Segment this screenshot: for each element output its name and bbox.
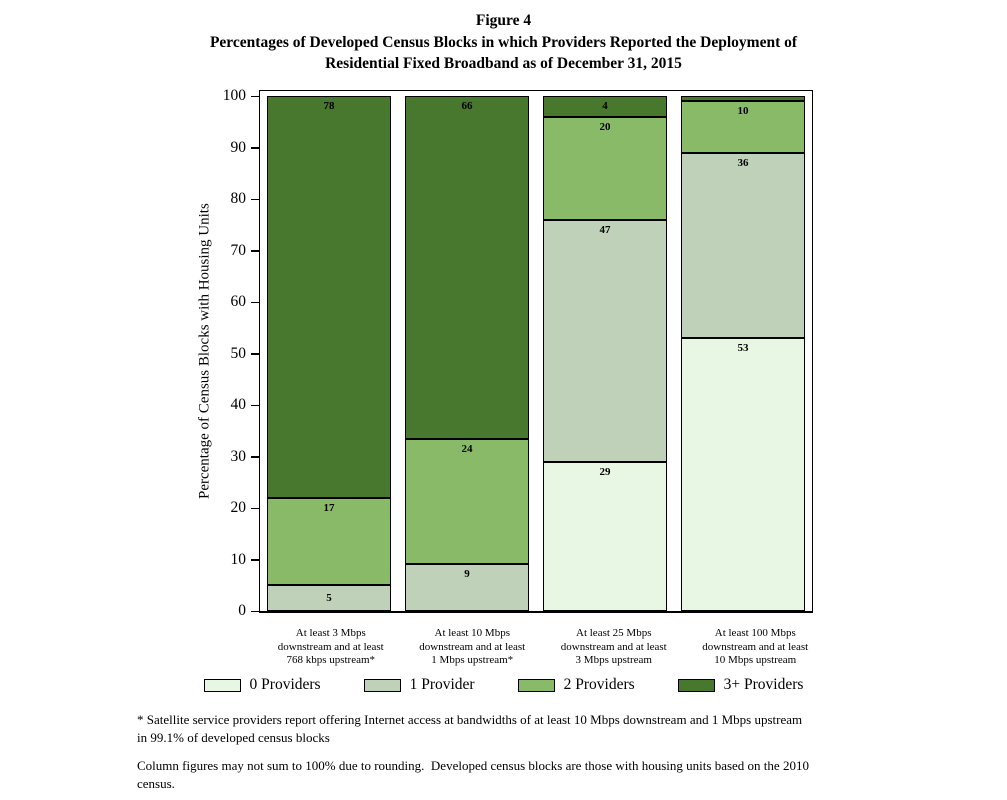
x-axis-category-label — [409, 627, 537, 668]
footnote — [137, 757, 907, 792]
segment-value-label: 36 — [737, 156, 749, 169]
legend-label: 1 Provider — [409, 676, 475, 693]
stacked-bars — [260, 91, 812, 611]
x-axis-category-label — [692, 627, 820, 668]
legend-label: 3+ Providers — [723, 676, 804, 693]
x-axis-label-line: 3 Mbps upstream — [575, 654, 652, 666]
segment-value-label: 47 — [599, 223, 611, 236]
bar-segment — [405, 439, 529, 564]
segment-value-label: 78 — [323, 100, 335, 113]
footnote-line: * Satellite service providers report offering Internet access at bandwidths of at least 10 Mbps downstream and 1 Mbps upstream — [137, 712, 803, 727]
legend-item — [204, 676, 321, 694]
segment-value-label: 10 — [737, 105, 749, 118]
chart-legend — [0, 676, 1007, 694]
x-axis-label-line: 10 Mbps upstream — [714, 654, 797, 666]
x-axis-label-line: At least 3 Mbps — [295, 627, 366, 639]
y-axis-title: Percentage of Census Blocks with Housing Units — [196, 203, 213, 500]
y-tick-mark — [251, 199, 259, 201]
bar-segment — [543, 96, 667, 117]
y-tick-mark — [251, 302, 259, 304]
x-axis-label-line: downstream and at least — [277, 640, 384, 653]
segment-value-label: 17 — [323, 501, 335, 514]
x-axis-category-label — [550, 627, 678, 668]
bar-segment — [543, 117, 667, 220]
bar-segment — [405, 96, 529, 439]
legend-swatch — [204, 679, 241, 692]
legend-item — [678, 676, 804, 694]
legend-swatch — [518, 679, 555, 692]
stacked-bar-3 — [543, 96, 667, 611]
y-tick-mark — [251, 405, 259, 407]
y-tick-label: 10 — [230, 550, 246, 568]
x-axis-label-line: At least 25 Mbps — [576, 627, 652, 639]
x-axis-label-line: downstream and at least — [560, 640, 667, 653]
y-tick-label: 90 — [230, 138, 246, 156]
y-tick-label: 100 — [222, 87, 246, 104]
x-axis-category-label — [267, 627, 395, 668]
legend-item — [518, 676, 635, 694]
bar-segment — [267, 498, 391, 586]
stacked-bar-1 — [267, 96, 391, 611]
x-axis-label-line: 1 Mbps upstream* — [431, 654, 514, 666]
y-tick-label: 80 — [230, 190, 246, 207]
footnote — [137, 711, 907, 746]
legend-item — [364, 676, 475, 694]
stacked-bar-4 — [681, 96, 805, 611]
y-tick-mark — [251, 96, 259, 98]
figure-title-line-2: Residential Fixed Broadband as of December 31, 2015 — [325, 55, 682, 72]
figure-title — [0, 10, 1007, 75]
segment-value-label: 20 — [599, 120, 611, 133]
bar-segment — [543, 220, 667, 462]
footnote-line: in 99.1% of developed census blocks — [137, 729, 330, 745]
segment-value-label: 66 — [461, 100, 473, 113]
x-axis-category-labels — [260, 627, 826, 668]
figure-title-line-1: Percentages of Developed Census Blocks in which Providers Reported the Deployment of — [209, 33, 798, 51]
footnotes — [137, 711, 907, 800]
footnote-line: Column figures may not sum to 100% due to rounding. Developed census blocks are those with housing units based on the 2010 — [137, 758, 809, 773]
bar-segment — [681, 338, 805, 611]
y-tick-label: 30 — [230, 447, 246, 465]
segment-value-label: 53 — [737, 342, 749, 355]
bar-segment — [267, 96, 391, 498]
segment-value-label: 9 — [464, 568, 470, 581]
x-axis-label-line: downstream and at least — [419, 640, 526, 653]
footnote-line: census. — [137, 775, 175, 791]
y-tick-label: 60 — [230, 293, 246, 310]
y-tick-mark — [251, 147, 259, 149]
bar-segment — [681, 101, 805, 153]
y-tick-label: 50 — [230, 344, 246, 362]
y-tick-mark — [251, 353, 259, 355]
bar-segment — [267, 585, 391, 611]
legend-swatch — [678, 679, 715, 692]
x-axis-label-line: At least 100 Mbps — [714, 627, 796, 639]
y-tick-label: 20 — [230, 499, 246, 516]
plot-area — [259, 90, 813, 613]
segment-value-label: 24 — [461, 443, 473, 456]
segment-value-label: 29 — [599, 465, 611, 478]
y-tick-label: 70 — [230, 241, 246, 259]
y-tick-mark — [251, 250, 259, 252]
y-tick-mark — [251, 611, 259, 613]
legend-swatch — [364, 679, 401, 692]
x-axis-label-line: At least 10 Mbps — [434, 627, 510, 639]
stacked-bar-2 — [405, 96, 529, 611]
y-tick-mark — [251, 508, 259, 510]
y-tick-mark — [251, 456, 259, 458]
x-axis-label-line: downstream and at least — [702, 640, 809, 653]
y-tick-label: 0 — [238, 602, 246, 619]
bar-segment — [405, 564, 529, 611]
legend-label: 2 Providers — [563, 676, 635, 693]
x-axis-label-line: 768 kbps upstream* — [286, 654, 376, 666]
y-tick-label: 40 — [230, 396, 246, 413]
figure-number: Figure 4 — [475, 12, 532, 29]
segment-value-label: 4 — [602, 100, 608, 113]
segment-value-label: 5 — [326, 592, 332, 605]
y-tick-mark — [251, 559, 259, 561]
bar-segment — [543, 462, 667, 611]
bar-segment — [681, 153, 805, 338]
legend-label: 0 Providers — [249, 676, 321, 693]
